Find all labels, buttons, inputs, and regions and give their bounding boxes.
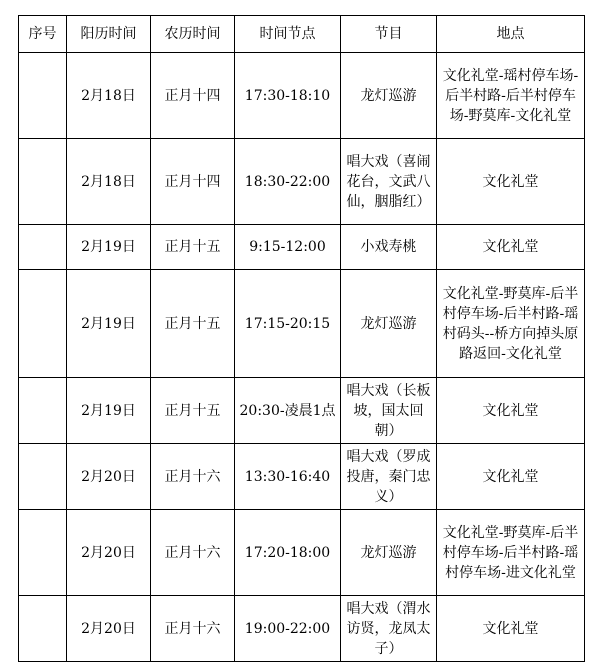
header-program: 节目 (341, 16, 437, 53)
cell-no (19, 596, 67, 662)
cell-no (19, 378, 67, 444)
cell-place: 文化礼堂 (437, 444, 585, 510)
table-row (19, 510, 585, 596)
cell-time: 19:00-22:00 (235, 596, 341, 662)
table-row (19, 225, 585, 270)
cell-lunar-date: 正月十六 (151, 510, 235, 596)
header-row (19, 16, 585, 53)
table-row (19, 378, 585, 444)
cell-place: 文化礼堂 (437, 378, 585, 444)
table-row (19, 139, 585, 225)
cell-program: 唱大戏（长板坡，国太回朝） (341, 378, 437, 444)
cell-solar-date: 2月18日 (67, 53, 151, 139)
cell-time: 20:30-凌晨1点 (235, 378, 341, 444)
cell-lunar-date: 正月十五 (151, 378, 235, 444)
table-row (19, 270, 585, 378)
cell-solar-date: 2月19日 (67, 225, 151, 270)
table-row (19, 596, 585, 662)
cell-place: 文化礼堂 (437, 139, 585, 225)
cell-solar-date: 2月20日 (67, 596, 151, 662)
cell-place: 文化礼堂-瑶村停车场-后半村路-后半村停车场-野莫库-文化礼堂 (437, 53, 585, 139)
table-row (19, 53, 585, 139)
cell-program: 小戏寿桃 (341, 225, 437, 270)
cell-solar-date: 2月18日 (67, 139, 151, 225)
header-solar-date: 阳历时间 (67, 16, 151, 53)
cell-lunar-date: 正月十五 (151, 270, 235, 378)
cell-program: 唱大戏（渭水访贤，龙凤太子） (341, 596, 437, 662)
cell-place: 文化礼堂-野莫库-后半村停车场-后半村路-瑶村停车场-进文化礼堂 (437, 510, 585, 596)
header-time: 时间节点 (235, 16, 341, 53)
cell-lunar-date: 正月十四 (151, 139, 235, 225)
cell-no (19, 444, 67, 510)
cell-time: 13:30-16:40 (235, 444, 341, 510)
cell-solar-date: 2月19日 (67, 270, 151, 378)
cell-no (19, 270, 67, 378)
header-place: 地点 (437, 16, 585, 53)
cell-no (19, 139, 67, 225)
cell-no (19, 53, 67, 139)
cell-place: 文化礼堂-野莫库-后半村停车场-后半村路-瑶村码头--桥方向掉头原路返回-文化礼堂 (437, 270, 585, 378)
cell-time: 18:30-22:00 (235, 139, 341, 225)
cell-program: 龙灯巡游 (341, 270, 437, 378)
header-lunar-date: 农历时间 (151, 16, 235, 53)
table-row (19, 444, 585, 510)
cell-program: 龙灯巡游 (341, 53, 437, 139)
cell-program: 唱大戏（喜闹花台，文武八仙，胭脂红） (341, 139, 437, 225)
cell-solar-date: 2月20日 (67, 510, 151, 596)
cell-time: 17:15-20:15 (235, 270, 341, 378)
cell-no (19, 510, 67, 596)
cell-program: 龙灯巡游 (341, 510, 437, 596)
cell-lunar-date: 正月十四 (151, 53, 235, 139)
cell-no (19, 225, 67, 270)
cell-time: 17:20-18:00 (235, 510, 341, 596)
cell-place: 文化礼堂 (437, 225, 585, 270)
cell-solar-date: 2月20日 (67, 444, 151, 510)
cell-solar-date: 2月19日 (67, 378, 151, 444)
schedule-table-wrapper (18, 15, 585, 662)
schedule-table (18, 15, 585, 662)
cell-lunar-date: 正月十六 (151, 444, 235, 510)
cell-time: 17:30-18:10 (235, 53, 341, 139)
cell-time: 9:15-12:00 (235, 225, 341, 270)
cell-place: 文化礼堂 (437, 596, 585, 662)
cell-lunar-date: 正月十五 (151, 225, 235, 270)
header-no: 序号 (19, 16, 67, 53)
cell-program: 唱大戏（罗成投唐，秦门忠义） (341, 444, 437, 510)
cell-lunar-date: 正月十六 (151, 596, 235, 662)
